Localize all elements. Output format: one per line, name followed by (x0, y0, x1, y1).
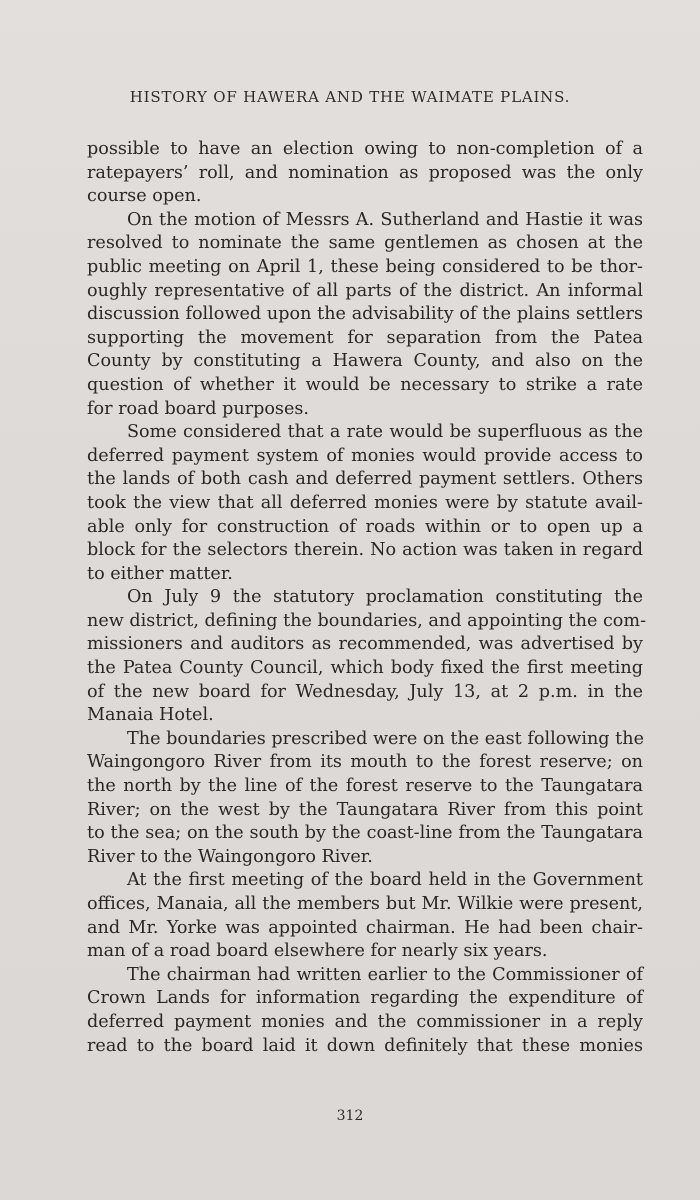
text-line: Manaia Hotel. (87, 705, 214, 726)
text-line: offices, Manaia, all the members but Mr. Wilkie were present, (87, 894, 643, 914)
text-line: possible to have an election owing to non-completion of a (87, 139, 643, 159)
text-line: the Patea County Council, which body fixed the first meeting (87, 658, 643, 679)
text-line: the north by the line of the forest reserve to the Taungatara (87, 776, 643, 797)
text-line: the lands of both cash and deferred payment settlers. Others (87, 469, 643, 490)
text-line: oughly representative of all parts of the district. An informal (87, 280, 643, 301)
text-line: man of a road board elsewhere for nearly six years. (87, 941, 548, 962)
body-text (87, 138, 647, 1058)
text-line: to the sea; on the south by the coast-line from the Taungatara (87, 823, 643, 844)
text-line: Crown Lands for information regarding the expenditure of (87, 988, 643, 1009)
text-line: able only for construction of roads within or to open up a (87, 516, 643, 537)
text-line: block for the selectors therein. No action was taken in regard (87, 540, 643, 561)
text-line: of the new board for Wednesday, July 13, at 2 p.m. in the (87, 681, 643, 702)
text-line: missioners and auditors as recommended, was advertised by (87, 634, 643, 655)
text-line: question of whether it would be necessary to strike a rate (87, 374, 643, 395)
text-line: public meeting on April 1, these being considered to be thor- (87, 256, 643, 277)
text-line: course open. (87, 186, 202, 207)
paragraph-start: On July 9 the statutory proclamation constituting the (127, 587, 643, 608)
paragraph-start: Some considered that a rate would be superfluous as the (127, 422, 643, 443)
text-line: and Mr. Yorke was appointed chairman. He had been chair- (87, 917, 643, 938)
text-line: River; on the west by the Taungatara River from this point (87, 799, 643, 820)
text-line: read to the board laid it down definitely that these monies (87, 1035, 643, 1056)
paragraph-start: The boundaries prescribed were on the east following the (127, 728, 644, 749)
text-line: River to the Waingongoro River. (87, 846, 373, 867)
text-line: took the view that all deferred monies were by statute avail- (87, 492, 643, 513)
text-line: ratepayers’ roll, and nomination as proposed was the only (87, 162, 643, 183)
text-line: to either matter. (87, 563, 233, 584)
text-line: Waingongoro River from its mouth to the forest reserve; on (87, 752, 643, 773)
text-line: deferred payment monies and the commissioner in a reply (87, 1011, 643, 1032)
text-line: for road board purposes. (87, 398, 309, 419)
text-line: supporting the movement for separation from the Patea (87, 327, 643, 348)
paragraph-start: The chairman had written earlier to the Commissioner of (127, 964, 643, 985)
text-line: deferred payment system of monies would provide access to (87, 445, 643, 466)
text-line: County by constituting a Hawera County, and also on the (87, 351, 643, 372)
text-line: new district, defining the boundaries, and appointing the com- (87, 610, 647, 631)
text-line: discussion followed upon the advisability of the plains settlers (87, 304, 643, 325)
text-line: resolved to nominate the same gentlemen as chosen at the (87, 233, 643, 254)
running-head: HISTORY OF HAWERA AND THE WAIMATE PLAINS. (129, 88, 571, 106)
paragraph-start: On the motion of Messrs A. Sutherland and Hastie it was (127, 209, 643, 230)
page-number: 312 (336, 1108, 364, 1124)
paragraph-start: At the first meeting of the board held in the Government (127, 870, 643, 891)
